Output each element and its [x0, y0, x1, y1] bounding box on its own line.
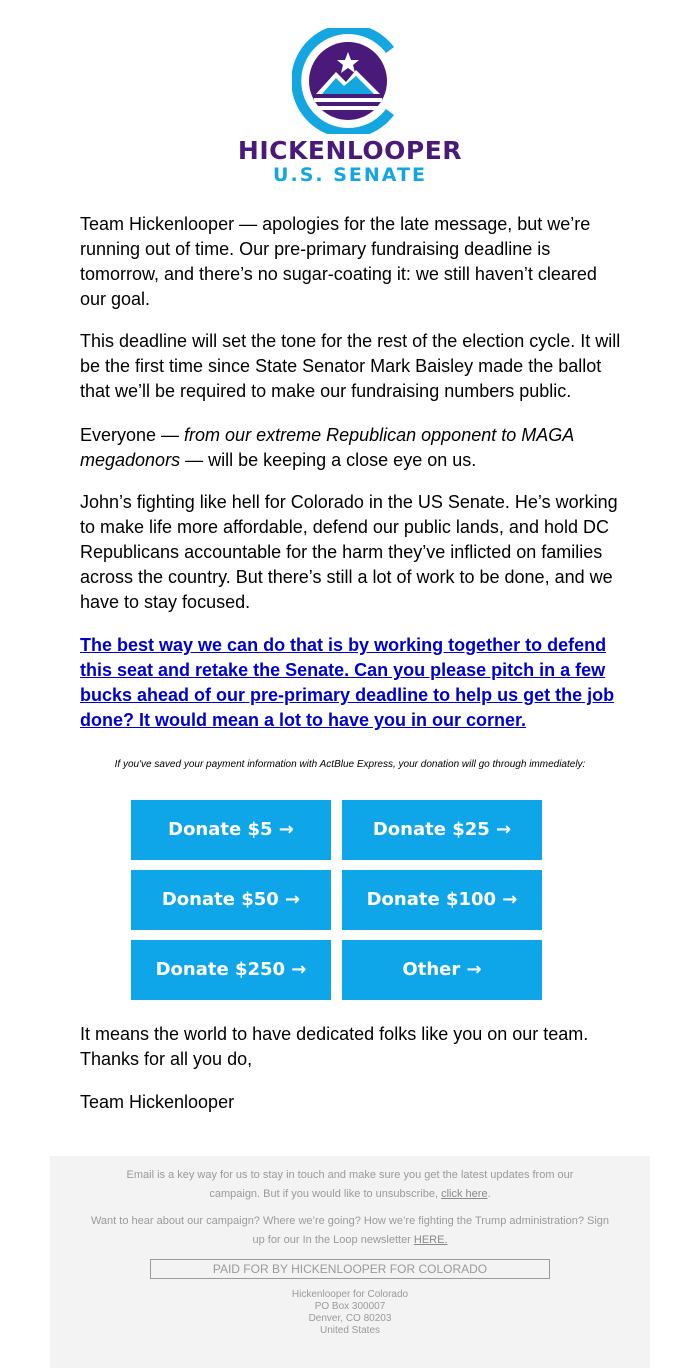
logo-wordmark: HICKENLOOPER [237, 136, 463, 165]
logo-subtitle: U.S. SENATE [273, 164, 427, 186]
hickenlooper-mountain-logo-icon [292, 28, 408, 134]
donate-50-button[interactable]: Donate $50 → [131, 870, 331, 930]
signature: Team Hickenlooper [80, 1092, 235, 1112]
paragraph-fighting: John’s fighting like hell for Colorado in the US Senate. He’s working to make life more affordable, defend our public lands, and hold DC Republicans accountable for the harm they’ve inflicted on families across the country. But there’s still a lot of work to be done, and we have to stay focused. [80, 492, 618, 612]
donate-5-button[interactable]: Donate $5 → [131, 800, 331, 860]
newsletter-link[interactable]: HERE. [413, 1234, 448, 1246]
actblue-note: If you've saved your payment information with ActBlue Express, your donation will go through immediately: [114, 759, 586, 770]
paragraph-everyone: Everyone — from our extreme Republican opponent to MAGA megadonors — will be keeping a close eye on us. [80, 425, 574, 470]
donate-25-button[interactable]: Donate $25 → [342, 800, 542, 860]
campaign-logo [236, 28, 464, 188]
donate-other-button[interactable]: Other → [342, 940, 542, 1000]
paid-for-box: PAID FOR BY HICKENLOOPER FOR COLORADO [150, 1259, 550, 1279]
paragraph-intro: Team Hickenlooper — apologies for the late message, but we’re running out of time. Our pre-primary fundraising deadline is tomorrow, and there’s no sugar-coating it: we still haven’t cleared our goal. [80, 214, 597, 309]
donate-250-button[interactable]: Donate $250 → [131, 940, 331, 1000]
donate-100-button[interactable]: Donate $100 → [342, 870, 542, 930]
email-footer [50, 1156, 650, 1368]
closing-text: It means the world to have dedicated folks like you on our team. Thanks for all you do, [80, 1024, 589, 1069]
cta-link[interactable]: The best way we can do that is by working together to defend this seat and retake the Senate. Can you please pitch in a few bucks ahead of our pre-primary deadline to help us get the job done? It would mean a lot to have you in our corner. [80, 635, 615, 730]
newsletter-text: Want to hear about our campaign? Where we’re going? How we’re fighting the Trump administration? Sign up for our In the Loop newsletter HERE. [90, 1215, 610, 1246]
italic-phrase: from our extreme Republican opponent to MAGA megadonors [80, 425, 574, 470]
unsubscribe-link[interactable]: click here [441, 1188, 488, 1200]
mailing-address: Hickenlooper for Colorado PO Box 300007 Denver, CO 80203 United States [291, 1289, 409, 1336]
paragraph-deadline: This deadline will set the tone for the rest of the election cycle. It will be the first time since State Senator Mark Baisley made the ballot that we’ll be required to make our fundraising numbers public. [80, 331, 621, 401]
unsubscribe-text: Email is a key way for us to stay in touch and make sure you get the latest updates from our campaign. But if you would like to unsubscribe, click here. [126, 1169, 574, 1200]
cta-paragraph [80, 633, 625, 733]
